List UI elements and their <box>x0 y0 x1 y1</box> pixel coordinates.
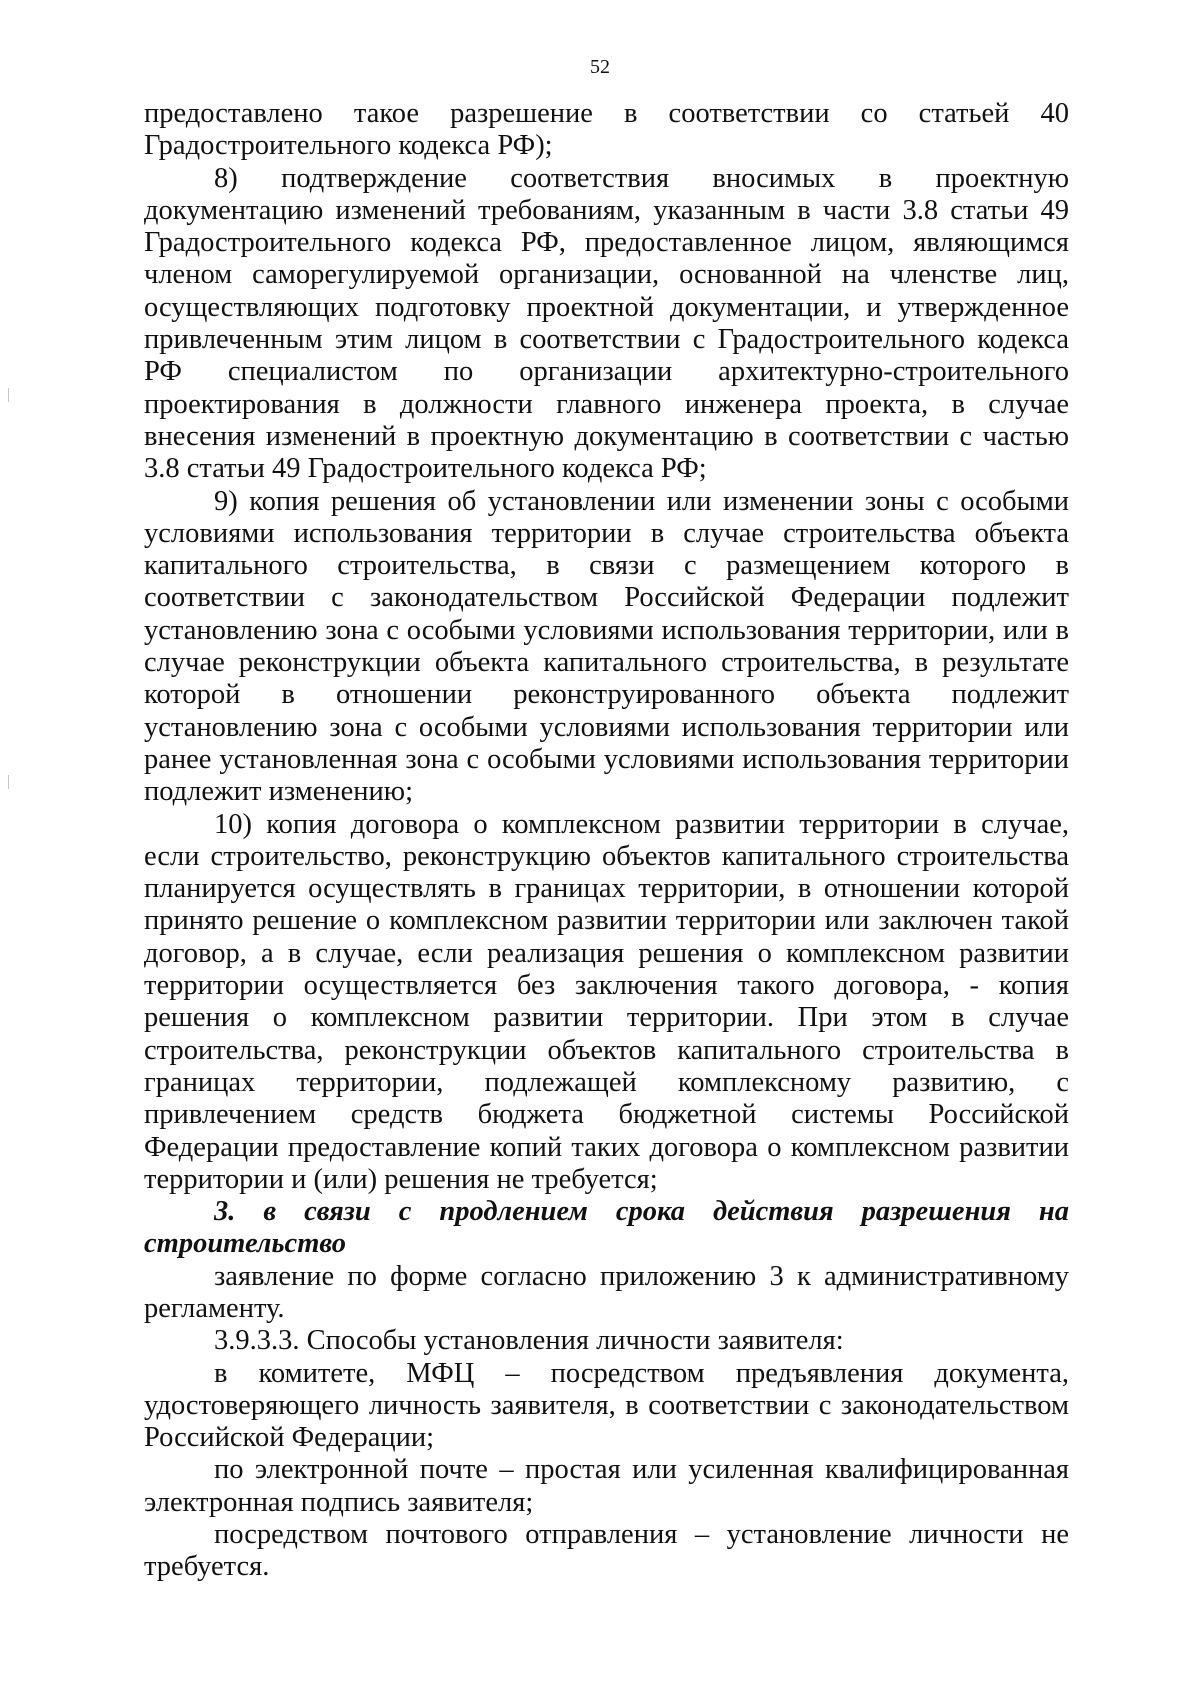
paragraph-item-9: 9) копия решения об установлении или изменении зоны с особыми условиями использования территории в случае строительства объекта капитального строительства, в связи с размещением которого в соответствии с законодательством Российской Федерации подлежит установлению зона с особыми условиями использования территории, или в случае реконструкции объекта капитального строительства, в результате которой в отношении реконструированного объекта подлежит установлению зона с особыми условиями использования территории или ранее установленная зона с особыми условиями использования территории подлежит изменению; <box>144 485 1069 808</box>
page-number: 52 <box>590 56 610 78</box>
paragraph-in-person: в комитете, МФЦ – посредством предъявления документа, удостоверяющего личность заявителя, в соответствии с законодательством Российской Федерации; <box>144 1357 1069 1454</box>
document-body <box>144 98 1069 1584</box>
paragraph-item-10: 10) копия договора о комплексном развитии территории в случае, если строительство, реконструкцию объектов капитального строительства планируется осуществлять в границах территории, в отношении которой принято решение о комплексном развитии территории или заключен такой договор, а в случае, если реализация решения о комплексном развитии территории осуществляется без заключения такого договора, - копия решения о комплексном развитии территории. При этом в случае строительства, реконструкции объектов капитального строительства в границах территории, подлежащей комплексному развитию, с привлечением средств бюджета бюджетной системы Российской Федерации предоставление копий таких договора о комплексном развитии территории и (или) решения не требуется; <box>144 808 1069 1195</box>
paragraph-item-8: 8) подтверждение соответствия вносимых в проектную документацию изменений требованиям, указанным в части 3.8 статьи 49 Градостроительного кодекса РФ, предоставленное лицом, являющимся членом саморегулируемой организации, основанной на членстве лиц, осуществляющих подготовку проектной документации, и утвержденное привлеченным этим лицом в соответствии с Градостроительного кодекса РФ специалистом по организации архитектурно-строительного проектирования в должности главного инженера проекта, в случае внесения изменений в проектную документацию в соответствии с частью 3.8 статьи 49 Градостроительного кодекса РФ; <box>144 162 1069 485</box>
paragraph-email: по электронной почте – простая или усиленная квалифицированная электронная подпись заявителя; <box>144 1454 1069 1518</box>
scan-margin-mark <box>8 775 9 789</box>
paragraph-postal: посредством почтового отправления – установление личности не требуется. <box>144 1519 1069 1583</box>
paragraph-application-form: заявление по форме согласно приложению 3 к административному регламенту. <box>144 1260 1069 1324</box>
paragraph-continuation: предоставлено такое разрешение в соответствии со статьей 40 Градостроительного кодекса РФ); <box>144 98 1069 162</box>
scan-margin-mark <box>8 388 9 402</box>
paragraph-identification-methods: 3.9.3.3. Способы установления личности заявителя: <box>214 1325 844 1357</box>
section-heading: 3. в связи с продлением срока действия разрешения на строительство <box>144 1196 1069 1260</box>
